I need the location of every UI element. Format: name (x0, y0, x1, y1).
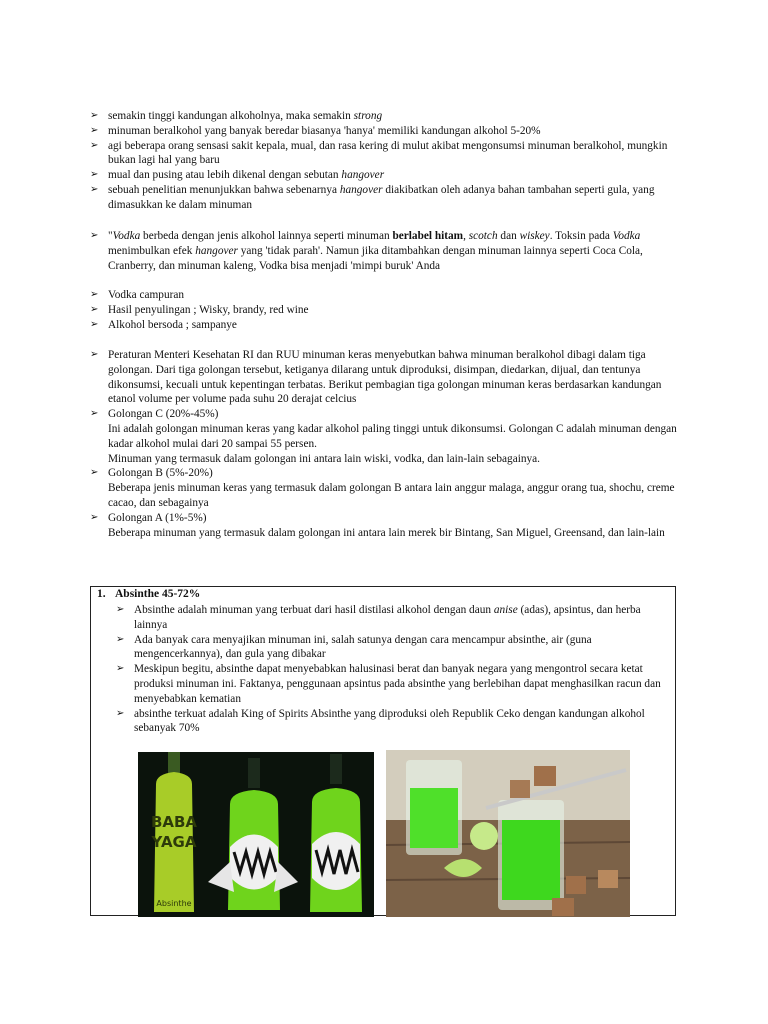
sub-paragraph: Minuman yang termasuk dalam golongan ini antara lain wiski, vodka, dan lain-lain sebagainya. (108, 452, 540, 465)
text-run: agi beberapa orang sensasi sakit kepala, mual, dan rasa kering di mulut akibat mengonsumsi minuman beralkohol, mungkin bukan lagi hal yang baru (108, 139, 668, 167)
absinthe-bottles-photo (138, 752, 374, 917)
text-run: Golongan B (5%-20%) (108, 467, 213, 480)
bottle-label-small: Absinthe (156, 899, 192, 908)
heading-number: 1. (97, 588, 106, 600)
text-run: " (108, 230, 113, 242)
heading-text: Absinthe 45-72% (115, 588, 201, 600)
bullet-list-vodka (90, 229, 680, 273)
text-run: berbeda dengan jenis alkohol lainnya seperti minuman (140, 230, 393, 242)
bullet-item (116, 633, 671, 663)
sub-paragraph: Beberapa jenis minuman keras yang termasuk dalam golongan B antara lain anggur malaga, anggur orang tua, shochu, creme cacao, dan sebagainya (108, 482, 675, 509)
text-run: Golongan C (20%-45%) (108, 408, 219, 421)
text-run: Meskipun begitu, absinthe dapat menyebabkan halusinasi berat dan banyak negara yang mengontrol secara ketat produksi minuman ini. Faktanya, penggunaan apsintus pada absinthe yang berlebihan dapat menghasilkan racun dan menyebabkan kematian (134, 663, 661, 705)
text-run: Peraturan Menteri Kesehatan RI dan RUU minuman keras menyebutkan bahwa minuman beralkohol dibagi dalam tiga golongan. Dari tiga golongan tersebut, ketiganya dilarang untuk diproduksi, disimpan, diedarkan, dijual, dan tentunya dikonsumsi, kecuali untuk kepentingan terbatas. Berikut pembagian tiga golongan minuman keras berdasarkan kandungan etanol volume per volume pada suhu 20 derajat celcius (108, 349, 662, 406)
bullet-list-hangover (90, 109, 680, 213)
text-run: hangover (341, 169, 385, 182)
bullet-list-golongan (90, 348, 680, 540)
text-run: dan (497, 230, 520, 242)
text-run: , (463, 230, 469, 242)
bottle-label-bottom: YAGA (151, 833, 197, 851)
sub-paragraph: Beberapa minuman yang termasuk dalam golongan ini antara lain merek bir Bintang, San Miguel, Greensand, dan lain-lain (108, 526, 665, 539)
text-run: yang 'tidak parah'. Namun jika ditambahkan dengan minuman lainnya seperti Coca Cola, Cranberry, dan minuman kaleng, Vodka bisa menjadi 'mimpi buruk' Anda (108, 244, 643, 272)
text-run: scotch (468, 230, 498, 242)
bullet-item (90, 183, 680, 213)
bullet-item (90, 124, 680, 139)
bullet-item (90, 318, 680, 333)
text-run: Vodka campuran (108, 289, 185, 301)
bullet-item (90, 109, 680, 124)
text-run: berlabel hitam (392, 230, 464, 242)
bullet-item (90, 139, 680, 169)
text-run: (adas), apsintus, dan herba lainnya (134, 604, 641, 631)
bullet-list-types (90, 288, 680, 332)
text-run: . Toksin pada (549, 230, 613, 242)
text-run: Absinthe adalah minuman yang terbuat dari hasil distilasi alkohol dengan daun (134, 604, 494, 616)
bullet-item (90, 303, 680, 318)
text-run: minuman beralkohol yang banyak beredar biasanya 'hanya' memiliki kandungan alkohol 5-20% (108, 124, 541, 137)
bullet-item (116, 603, 671, 633)
text-run: strong (353, 110, 383, 122)
bullet-item (90, 288, 680, 303)
bullet-item (90, 348, 680, 407)
bottle-label-top: BABA (150, 813, 198, 831)
text-run: hangover (339, 183, 383, 196)
text-run: Vodka (612, 230, 641, 242)
bullet-list-absinthe (116, 603, 671, 736)
text-run: anise (493, 604, 518, 616)
bullet-item (90, 511, 680, 541)
absinthe-heading (97, 588, 200, 600)
bullet-item (90, 407, 680, 466)
text-run: sebuah penelitian menunjukkan bahwa sebenarnya (108, 183, 340, 196)
absinthe-glasses-photo (386, 750, 630, 917)
bottles-illustration (138, 752, 374, 917)
text-run: mual dan pusing atau lebih dikenal dengan sebutan (108, 169, 342, 182)
glasses-illustration (386, 750, 630, 917)
bullet-item (90, 168, 680, 183)
text-run: Vodka (112, 230, 141, 242)
text-run: Ada banyak cara menyajikan minuman ini, salah satunya dengan cara mencampur absinthe, air (guna mengencerkannya), dan gula yang dibakar (134, 633, 592, 661)
text-run: diakibatkan oleh adanya bahan tambahan seperti gula, yang dimasukkan ke dalam minuman (108, 183, 655, 211)
bullet-item (90, 229, 680, 273)
text-run: Alkohol bersoda ; sampanye (108, 318, 237, 331)
text-run: wiskey (519, 230, 550, 242)
text-run: Golongan A (1%-5%) (108, 511, 207, 524)
text-run: semakin tinggi kandungan alkoholnya, maka semakin (108, 110, 354, 122)
sub-paragraph: Ini adalah golongan minuman keras yang kadar alkohol paling tinggi untuk dikonsumsi. Golongan C adalah minuman dengan kadar alkohol mulai dari 20 sampai 55 persen. (108, 422, 677, 450)
bullet-item (116, 707, 671, 737)
text-run: Hasil penyulingan ; Wisky, brandy, red wine (108, 303, 309, 316)
text-run: absinthe terkuat adalah King of Spirits Absinthe yang diproduksi oleh Republik Ceko dengan kandungan alkohol sebanyak 70% (134, 707, 645, 735)
text-run: menimbulkan efek (108, 244, 196, 257)
text-run: hangover (195, 244, 238, 257)
bullet-item (116, 662, 671, 706)
bullet-item (90, 466, 680, 510)
